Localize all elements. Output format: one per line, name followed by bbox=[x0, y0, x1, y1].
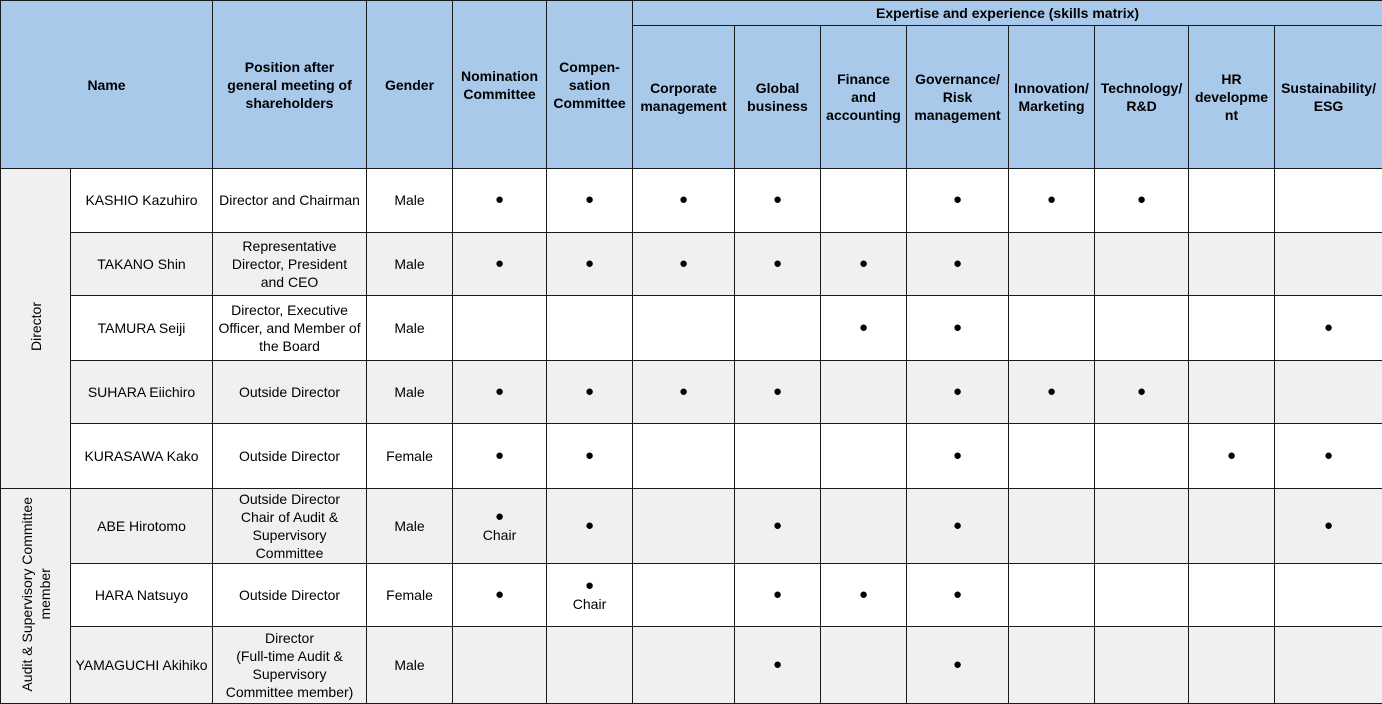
table-row bbox=[1, 627, 1382, 704]
nomination-mark: ● Chair bbox=[453, 488, 547, 563]
compensation-mark: ● bbox=[547, 232, 633, 296]
compensation-mark bbox=[547, 296, 633, 361]
compensation-mark bbox=[547, 627, 633, 704]
skill-mark bbox=[1189, 296, 1275, 361]
member-position: Outside Director Chair of Audit & Supervisory Committee bbox=[213, 488, 367, 563]
member-gender: Female bbox=[367, 563, 453, 627]
member-name: HARA Natsuyo bbox=[71, 563, 213, 627]
skill-header-innovation-marketing: Innovation/ Marketing bbox=[1009, 26, 1095, 169]
member-name: TAMURA Seiji bbox=[71, 296, 213, 361]
skill-mark bbox=[1009, 424, 1095, 489]
skill-mark: ● bbox=[735, 563, 821, 627]
skill-mark bbox=[1275, 563, 1382, 627]
skill-mark: ● bbox=[907, 360, 1009, 424]
skill-mark: ● bbox=[633, 232, 735, 296]
skill-mark bbox=[633, 424, 735, 489]
skill-mark: ● bbox=[735, 232, 821, 296]
skill-mark: ● bbox=[907, 563, 1009, 627]
skill-mark: ● bbox=[821, 232, 907, 296]
skill-header-global-business: Global business bbox=[735, 26, 821, 169]
member-gender: Male bbox=[367, 488, 453, 563]
position-header: Position after general meeting of shareholders bbox=[213, 1, 367, 169]
member-position: Representative Director, President and CEO bbox=[213, 232, 367, 296]
skill-mark bbox=[1189, 232, 1275, 296]
skill-mark: ● bbox=[821, 563, 907, 627]
skill-header-hr-development: HR developme nt bbox=[1189, 26, 1275, 169]
table-row bbox=[1, 296, 1382, 361]
skill-mark: ● bbox=[1095, 169, 1189, 233]
skill-mark: ● bbox=[735, 169, 821, 233]
skill-mark bbox=[1189, 563, 1275, 627]
skill-mark bbox=[633, 563, 735, 627]
skill-mark bbox=[1009, 296, 1095, 361]
compensation-mark: ● bbox=[547, 424, 633, 489]
nomination-mark: ● bbox=[453, 169, 547, 233]
table-row bbox=[1, 488, 1382, 563]
nomination-committee-header: Nomination Committee bbox=[453, 1, 547, 169]
member-name: KASHIO Kazuhiro bbox=[71, 169, 213, 233]
skill-mark bbox=[1095, 232, 1189, 296]
skill-mark bbox=[1189, 169, 1275, 233]
nomination-mark bbox=[453, 627, 547, 704]
skill-mark: ● bbox=[735, 360, 821, 424]
nomination-mark: ● bbox=[453, 563, 547, 627]
table-row bbox=[1, 360, 1382, 424]
member-position: Director (Full-time Audit & Supervisory Committee member) bbox=[213, 627, 367, 704]
skill-mark: ● bbox=[907, 296, 1009, 361]
skill-mark: ● bbox=[907, 488, 1009, 563]
skill-mark bbox=[1009, 232, 1095, 296]
skill-mark: ● bbox=[821, 296, 907, 361]
member-position: Outside Director bbox=[213, 424, 367, 489]
skill-mark: ● bbox=[1095, 360, 1189, 424]
skill-mark: ● bbox=[633, 169, 735, 233]
skill-mark: ● bbox=[1189, 424, 1275, 489]
nomination-mark: ● bbox=[453, 424, 547, 489]
skill-mark bbox=[633, 296, 735, 361]
skill-header-governance-risk: Governance/ Risk management bbox=[907, 26, 1009, 169]
member-gender: Male bbox=[367, 232, 453, 296]
member-name: YAMAGUCHI Akihiko bbox=[71, 627, 213, 704]
skill-mark bbox=[735, 296, 821, 361]
member-name: SUHARA Eiichiro bbox=[71, 360, 213, 424]
skill-mark bbox=[821, 169, 907, 233]
compensation-mark: ● bbox=[547, 360, 633, 424]
skill-mark bbox=[1189, 488, 1275, 563]
member-gender: Male bbox=[367, 169, 453, 233]
skill-mark bbox=[1095, 563, 1189, 627]
table-row bbox=[1, 424, 1382, 489]
member-gender: Male bbox=[367, 627, 453, 704]
skill-mark bbox=[1095, 627, 1189, 704]
skill-mark bbox=[821, 424, 907, 489]
skills-matrix-group-header: Expertise and experience (skills matrix) bbox=[633, 1, 1382, 26]
table-row bbox=[1, 563, 1382, 627]
compensation-mark: ● bbox=[547, 488, 633, 563]
name-header: Name bbox=[1, 1, 213, 169]
skill-mark bbox=[821, 627, 907, 704]
nomination-mark bbox=[453, 296, 547, 361]
skill-mark: ● bbox=[1009, 360, 1095, 424]
skill-mark bbox=[1189, 627, 1275, 704]
compensation-committee-header: Compen- sation Committee bbox=[547, 1, 633, 169]
skill-mark: ● bbox=[735, 627, 821, 704]
skill-mark: ● bbox=[633, 360, 735, 424]
skill-mark: ● bbox=[1009, 169, 1095, 233]
skill-mark bbox=[1275, 232, 1382, 296]
nomination-mark: ● bbox=[453, 360, 547, 424]
table-row bbox=[1, 232, 1382, 296]
nomination-mark: ● bbox=[453, 232, 547, 296]
skill-mark bbox=[1275, 169, 1382, 233]
director-group-label: Director bbox=[1, 169, 71, 489]
skill-mark bbox=[735, 424, 821, 489]
skill-mark bbox=[1095, 424, 1189, 489]
skill-mark bbox=[1009, 563, 1095, 627]
member-position: Director and Chairman bbox=[213, 169, 367, 233]
skill-header-corporate-management: Corporate management bbox=[633, 26, 735, 169]
skill-mark bbox=[633, 488, 735, 563]
member-name: ABE Hirotomo bbox=[71, 488, 213, 563]
skill-mark: ● bbox=[1275, 488, 1382, 563]
compensation-mark: ● bbox=[547, 169, 633, 233]
skill-mark bbox=[1009, 488, 1095, 563]
skill-mark: ● bbox=[1275, 424, 1382, 489]
gender-header: Gender bbox=[367, 1, 453, 169]
skill-mark: ● bbox=[735, 488, 821, 563]
member-name: TAKANO Shin bbox=[71, 232, 213, 296]
audit-committee-group-label: Audit & Supervisory Committee member bbox=[1, 488, 71, 703]
compensation-mark: ● Chair bbox=[547, 563, 633, 627]
skill-mark bbox=[1095, 296, 1189, 361]
skill-mark bbox=[821, 488, 907, 563]
skill-mark bbox=[1095, 488, 1189, 563]
skill-mark bbox=[1275, 360, 1382, 424]
skill-mark bbox=[821, 360, 907, 424]
skill-header-sustainability-esg: Sustainability/ ESG bbox=[1275, 26, 1382, 169]
member-name: KURASAWA Kako bbox=[71, 424, 213, 489]
skill-mark bbox=[1275, 627, 1382, 704]
table-row bbox=[1, 169, 1382, 233]
skill-mark bbox=[1009, 627, 1095, 704]
skill-header-technology-rd: Technology/ R&D bbox=[1095, 26, 1189, 169]
skill-mark bbox=[633, 627, 735, 704]
skill-mark: ● bbox=[907, 232, 1009, 296]
skill-mark: ● bbox=[1275, 296, 1382, 361]
member-gender: Male bbox=[367, 360, 453, 424]
skill-mark: ● bbox=[907, 169, 1009, 233]
member-gender: Male bbox=[367, 296, 453, 361]
skill-mark bbox=[1189, 360, 1275, 424]
member-position: Outside Director bbox=[213, 360, 367, 424]
member-position: Outside Director bbox=[213, 563, 367, 627]
skill-mark: ● bbox=[907, 627, 1009, 704]
member-gender: Female bbox=[367, 424, 453, 489]
member-position: Director, Executive Officer, and Member of the Board bbox=[213, 296, 367, 361]
skill-mark: ● bbox=[907, 424, 1009, 489]
skill-header-finance-accounting: Finance and accounting bbox=[821, 26, 907, 169]
